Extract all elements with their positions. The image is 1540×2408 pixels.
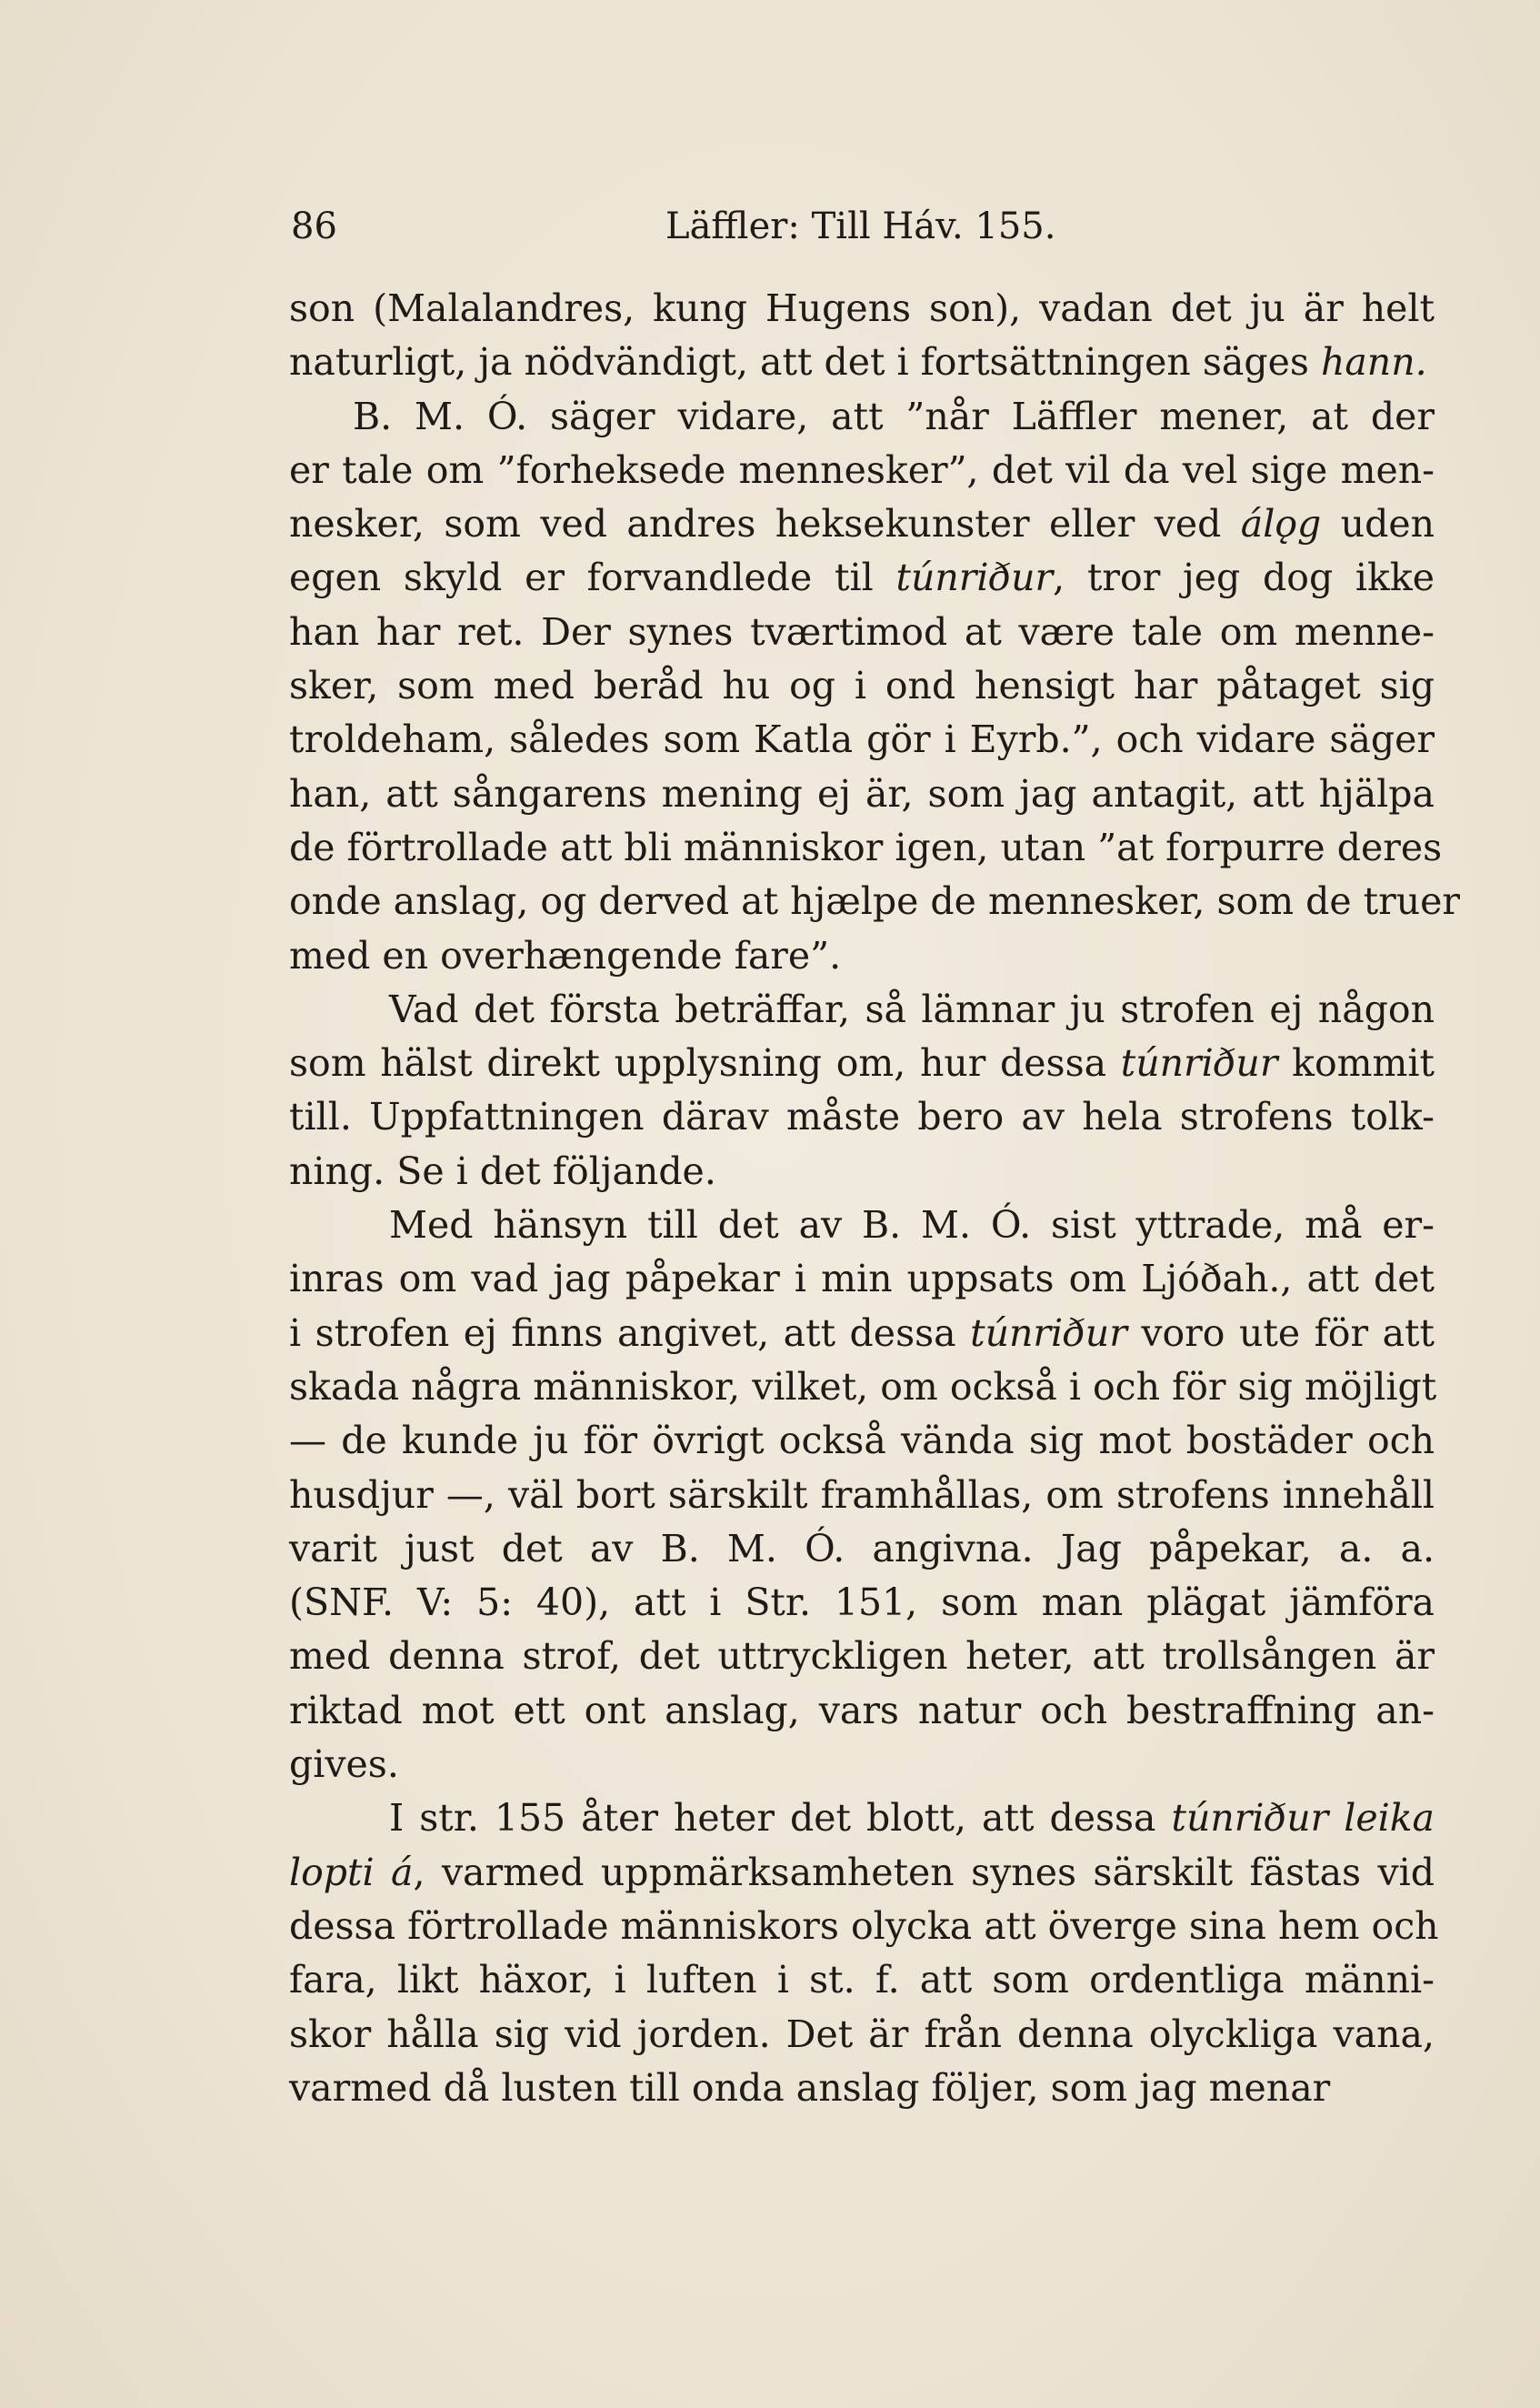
page-header [291, 206, 1445, 260]
italic-term: túnriður [1120, 1041, 1278, 1086]
text-line [289, 1307, 1435, 1360]
text-run: han, att sångarens mening ej är, som jag antagit, att hjälpa [289, 771, 1435, 816]
text-line [289, 1738, 1435, 1791]
text-run: , tror jeg dog ikke [1053, 556, 1435, 600]
italic-term: túnriður [970, 1310, 1127, 1355]
text-line [289, 929, 1435, 983]
text-line [289, 1522, 1435, 1576]
text-line [289, 1252, 1435, 1306]
text-line [289, 1630, 1435, 1683]
text-line [289, 1846, 1435, 1900]
text-run: , varmed uppmärksamheten synes särskilt fästas vid [413, 1850, 1435, 1894]
text-line [289, 390, 1435, 444]
text-line [289, 659, 1435, 713]
text-line [289, 1684, 1435, 1738]
text-run: skada några människor, vilket, om också i och för sig möjligt [289, 1364, 1437, 1409]
text-run: i strofen ej finns angivet, att dessa [289, 1310, 971, 1355]
text-run: B. M. Ó. säger vidare, att ”når Läffler mener, at der [353, 394, 1435, 438]
page-number: 86 [291, 206, 337, 247]
text-line [289, 1199, 1435, 1252]
text-run: gives. [289, 1742, 399, 1787]
text-run: varit just det av B. M. Ó. angivna. Jag påpekar, a. a. [289, 1526, 1435, 1570]
text-run: (SNF. V: 5: 40), att i Str. 151, som man plägat jämföra [289, 1580, 1435, 1625]
text-line [289, 282, 1435, 336]
text-line [289, 1576, 1435, 1630]
text-run: naturligt, ja nödvändigt, att det i fortsättningen säges [289, 340, 1321, 385]
italic-term: lopti á [289, 1850, 414, 1894]
text-run: som hälst direkt upplysning om, hur dessa [289, 1041, 1121, 1086]
text-line [289, 551, 1435, 605]
text-run: nesker, som ved andres heksekunster eller ved [289, 502, 1241, 547]
text-line [289, 768, 1435, 821]
running-head: Läffler: Till Háv. 155. [665, 206, 1056, 247]
text-run: Vad det första beträffar, så lämnar ju strofen ej någon [389, 987, 1435, 1031]
text-line [289, 2008, 1435, 2062]
text-run: uden [1321, 502, 1435, 547]
text-run: husdjur —, väl bort särskilt framhållas, om strofens innehåll [289, 1472, 1435, 1517]
text-run: dessa förtrollade människors olycka att överge sina hem och [289, 1903, 1439, 1948]
text-run: egen skyld er forvandlede til [289, 556, 896, 600]
text-run: fara, likt häxor, i luften i st. f. att som ordentliga männi- [289, 1958, 1435, 2002]
text-run: Med hänsyn till det av B. M. Ó. sist yttrade, må er- [389, 1203, 1435, 1248]
text-line [289, 1037, 1435, 1090]
text-line [289, 1145, 1435, 1199]
text-line [289, 1414, 1435, 1468]
text-run: han har ret. Der synes tværtimod at være tale om menne- [289, 609, 1435, 654]
text-run: varmed då lusten till onda anslag följer, som jag menar [289, 2065, 1331, 2110]
text-run: ning. Se i det följande. [289, 1149, 716, 1193]
text-line [289, 1791, 1435, 1845]
text-line [289, 983, 1435, 1037]
text-run: inras om vad jag påpekar i min uppsats om Ljóðah., att det [289, 1257, 1435, 1301]
text-run: onde anslag, og derved at hjælpe de mennesker, som de truer [289, 879, 1461, 924]
body-text [289, 282, 1461, 2115]
text-line [289, 1090, 1435, 1144]
text-line [289, 821, 1443, 875]
text-run: sker, som med beråd hu og i ond hensigt har påtaget sig [289, 664, 1435, 708]
text-run: troldeham, således som Katla gör i Eyrb.”, och vidare säger [289, 717, 1435, 762]
text-run: skor hålla sig vid jorden. Det är från denna olyckliga vana, [289, 2012, 1435, 2056]
text-line [289, 336, 1435, 389]
text-line [289, 1953, 1435, 2007]
text-run: er tale om ”forheksede mennesker”, det vil da vel sige men- [289, 447, 1435, 492]
text-run: med denna strof, det uttryckligen heter, att trollsången är [289, 1634, 1435, 1679]
italic-term: hann. [1320, 340, 1427, 385]
italic-term: túnriður leika [1171, 1796, 1435, 1841]
text-run: — de kunde ju för övrigt också vända sig mot bostäder och [289, 1419, 1435, 1463]
text-line [289, 444, 1435, 497]
italic-term: túnriður [895, 556, 1054, 600]
text-run: de förtrollade att bli människor igen, utan ”at forpurre deres [289, 825, 1443, 869]
text-line [289, 497, 1435, 551]
text-run: till. Uppfattningen därav måste bero av hela strofens tolk- [289, 1095, 1435, 1139]
text-line [289, 2062, 1435, 2115]
text-run: I str. 155 åter heter det blott, att dessa [389, 1796, 1172, 1841]
italic-term: álǫg [1240, 502, 1322, 547]
text-line [289, 1900, 1439, 1953]
text-line [289, 1360, 1435, 1414]
text-run: voro ute för att [1126, 1310, 1435, 1355]
text-run: son (Malalandres, kung Hugens son), vadan det ju är helt [289, 286, 1435, 330]
text-run: riktad mot ett ont anslag, vars natur och bestraffning an- [289, 1688, 1435, 1732]
text-run: med en overhængende fare”. [289, 933, 842, 978]
text-line [289, 875, 1461, 928]
text-line [289, 606, 1435, 659]
text-line [289, 1469, 1435, 1522]
text-run: kommit [1277, 1041, 1435, 1086]
text-line [289, 713, 1435, 767]
